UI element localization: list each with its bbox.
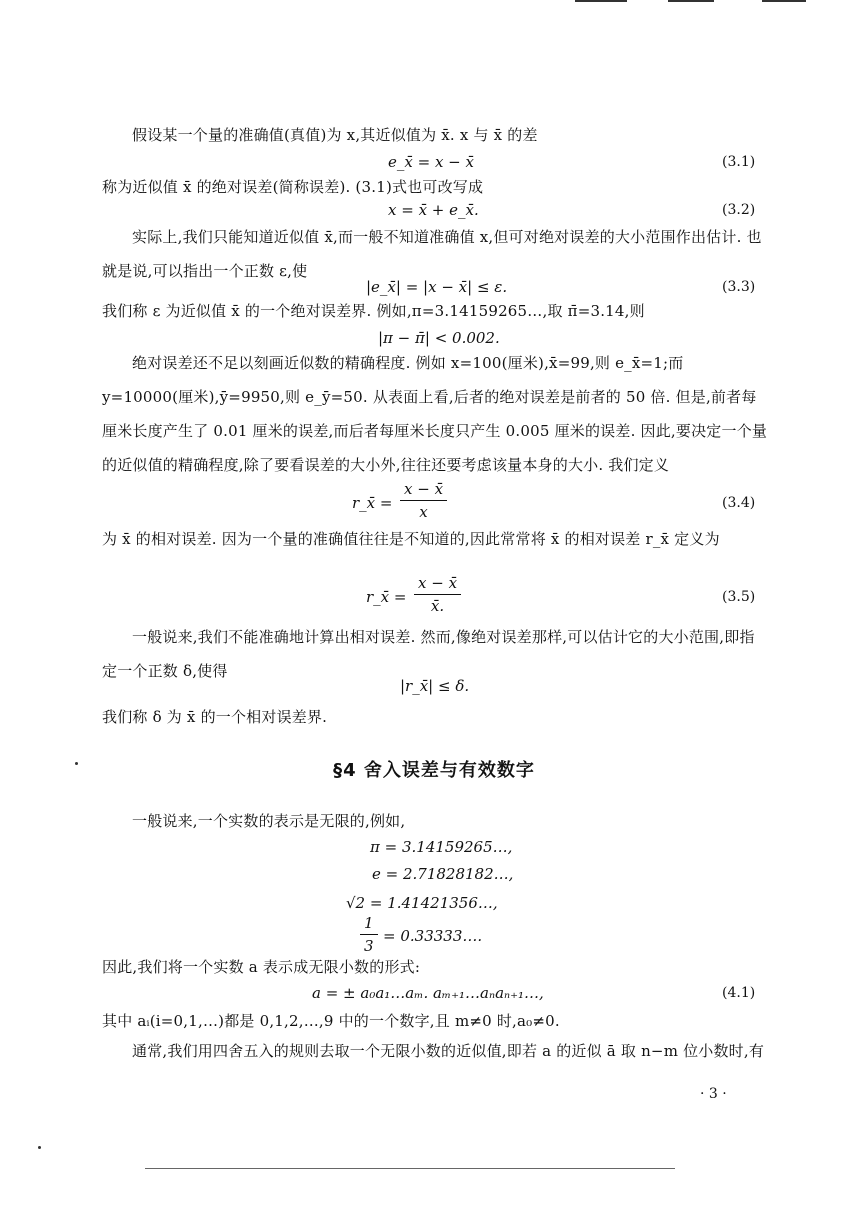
paragraph-digits: 其中 aᵢ(i=0,1,…)都是 0,1,2,…,9 中的一个数字,且 m≠0 时,a₀≠0. (102, 1012, 560, 1030)
paragraph-rounding: 通常,我们用四舍五入的规则去取一个无限小数的近似值,即若 a 的近似 ā 取 n−m 位小数时,有 (132, 1042, 765, 1060)
fraction-numerator: x − x̄ (414, 574, 461, 595)
section-heading: §4 舍入误差与有效数字 (333, 760, 535, 781)
equation-number-3-4: (3.4) (722, 495, 756, 511)
paragraph-relative-error-definition: 为 x̄ 的相对误差. 因为一个量的准确值往往是不知道的,因此常常将 x̄ 的相对误差 r_x̄ 定义为 (102, 530, 720, 548)
equation-3-4-lhs: r_x̄ = (352, 494, 393, 512)
paragraph-relative-error-bound: 我们称 δ 为 x̄ 的一个相对误差界. (102, 708, 328, 726)
equation-3-3: |e_x̄| = |x − x̄| ≤ ε. (366, 278, 508, 296)
equation-3-2: x = x̄ + e_x̄. (388, 201, 479, 219)
top-rule (575, 0, 627, 2)
fraction-denominator: 3 (364, 937, 374, 955)
paragraph-relative-error-motivation: 绝对误差还不足以刻画近似数的精确程度. 例如 x=100(厘米),x̄=99,则 e_x̄=1;而 y=10000(厘米),ȳ=9950,则 e_ȳ=50. 从表面上看,后者的绝对误差是前者的 50 倍. 但是,前者每厘米长度产生了 0.01 厘米的误差,而后者每厘米长度只产生 0.005 厘米的误差. 因此,要决定一个量的近似值的精确程度,除了要看误差的大小外,往往还要考虑该量本身的大小. 我们定义 (102, 354, 768, 474)
equation-number-3-1: (3.1) (722, 154, 756, 170)
equation-number-3-3: (3.3) (722, 279, 756, 295)
example-e: e = 2.71828182…, (372, 865, 514, 883)
top-rule (762, 0, 806, 2)
paragraph-absolute-error: 称为近似值 x̄ 的绝对误差(简称误差). (3.1)式也可改写成 (102, 178, 484, 196)
paragraph-absolute-error-bound: 我们称 ε 为近似值 x̄ 的一个绝对误差界. 例如,π=3.14159265…,取 π̄=3.14,则 (102, 302, 645, 320)
equation-3-5-lhs: r_x̄ = (366, 588, 407, 606)
page-number: · 3 · (700, 1086, 727, 1102)
fraction-numerator: x − x̄ (400, 480, 447, 501)
fraction-3-5 (414, 574, 461, 615)
paragraph-error-bound: 实际上,我们只能知道近似值 x̄,而一般不知道准确值 x,但可对绝对误差的大小范围作出估计. 也就是说,可以指出一个正数 ε,使 (102, 228, 762, 280)
equation-number-4-1: (4.1) (722, 985, 756, 1001)
paragraph-infinite-decimal: 因此,我们将一个实数 a 表示成无限小数的形式: (102, 958, 421, 976)
example-pi: π = 3.14159265…, (370, 838, 513, 856)
equation-number-3-5: (3.5) (722, 589, 756, 605)
fraction-denominator: x (419, 503, 428, 521)
paragraph-relative-error-estimate: 一般说来,我们不能准确地计算出相对误差. 然而,像绝对误差那样,可以估计它的大小范围,即指定一个正数 δ,使得 (102, 628, 755, 680)
example-one-third-fraction (360, 914, 378, 955)
equation-delta-bound: |r_x̄| ≤ δ. (400, 677, 470, 695)
scan-dot (38, 1146, 41, 1149)
paragraph-true-value: 假设某一个量的准确值(真值)为 x,其近似值为 x̄. x 与 x̄ 的差 (132, 126, 538, 144)
equation-number-3-2: (3.2) (722, 202, 756, 218)
bottom-scan-line (145, 1168, 675, 1169)
fraction-3-4 (400, 480, 447, 521)
equation-4-1: a = ± a₀a₁…aₘ. aₘ₊₁…aₙaₙ₊₁…, (312, 984, 544, 1002)
example-sqrt2: √2 = 1.41421356…, (346, 894, 498, 912)
fraction-denominator: x̄. (430, 597, 445, 615)
fraction-numerator: 1 (360, 914, 378, 935)
top-rule (668, 0, 714, 2)
equation-3-1: e_x̄ = x − x̄ (388, 153, 474, 171)
paragraph-real-number: 一般说来,一个实数的表示是无限的,例如, (132, 812, 406, 830)
example-one-third-value: = 0.33333…. (383, 927, 483, 945)
equation-pi-bound: |π − π̄| < 0.002. (378, 329, 500, 347)
